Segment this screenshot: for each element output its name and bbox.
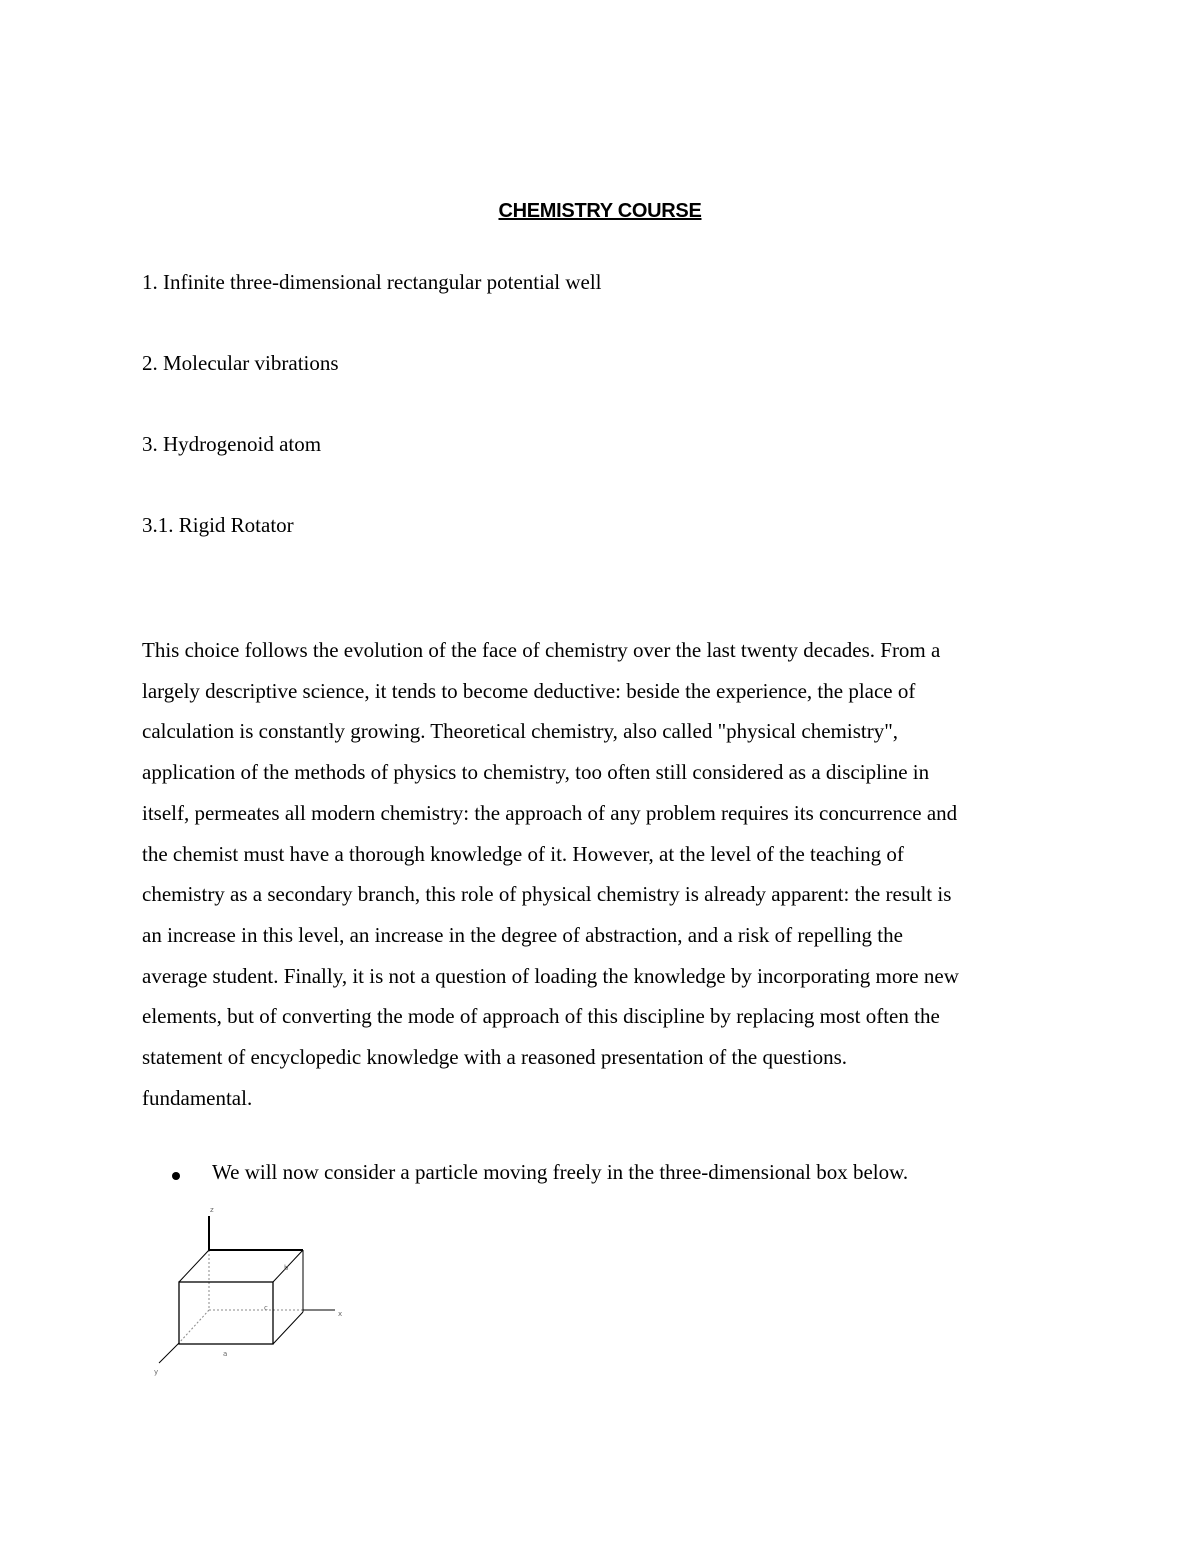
bullet-icon — [172, 1172, 180, 1180]
paragraph-line: chemistry as a secondary branch, this role of physical chemistry is already apparent: the result is — [142, 882, 952, 907]
toc-item-2: 2. Molecular vibrations — [142, 351, 339, 375]
z-axis-label: z — [210, 1206, 214, 1214]
paragraph-line: largely descriptive science, it tends to become deductive: beside the experience, the place of — [142, 678, 916, 703]
paragraph-line: statement of encyclopedic knowledge with a reasoned presentation of the questions. — [142, 1045, 848, 1070]
paragraph-line: average student. Finally, it is not a question of loading the knowledge by incorporating more new — [142, 963, 959, 988]
hidden-edge — [179, 1310, 209, 1343]
paragraph-line: itself, permeates all modern chemistry: the approach of any problem requires its concurrence and — [142, 800, 958, 825]
bullet-text: We will now consider a particle moving freely in the three-dimensional box below. — [212, 1160, 909, 1184]
toc-item-3-1: 3.1. Rigid Rotator — [142, 513, 294, 537]
toc-item-1: 1. Infinite three-dimensional rectangular potential well — [142, 270, 602, 294]
paragraph-line: the chemist must have a thorough knowledge of it. However, at the level of the teaching of — [142, 841, 904, 866]
y-axis-label: y — [154, 1368, 159, 1376]
paragraph-line: This choice follows the evolution of the face of chemistry over the last twenty decades. From a — [142, 638, 941, 662]
paragraph-line: fundamental. — [142, 1085, 253, 1110]
y-axis — [159, 1343, 179, 1363]
bottom-right-edge — [273, 1312, 303, 1344]
intro-paragraph — [142, 630, 1067, 1118]
edge-c-label: c — [264, 1304, 268, 1312]
paragraph-line: an increase in this level, an increase in the degree of abstraction, and a risk of repelling the — [142, 922, 903, 947]
paragraph-line: calculation is constantly growing. Theoretical chemistry, also called "physical chemistry", — [142, 719, 899, 744]
page-title: CHEMISTRY COURSE — [498, 200, 702, 222]
edge-b-label: b — [284, 1264, 289, 1272]
box-diagram — [145, 1198, 360, 1383]
top-left-edge — [179, 1250, 209, 1282]
paragraph-line: application of the methods of physics to chemistry, too often still considered as a discipline in — [142, 760, 930, 785]
toc-item-3: 3. Hydrogenoid atom — [142, 432, 322, 456]
edge-a-label: a — [223, 1350, 228, 1358]
paragraph-line: elements, but of converting the mode of approach of this discipline by replacing most often the — [142, 1004, 940, 1029]
x-axis-label: x — [338, 1310, 343, 1318]
front-face — [179, 1282, 273, 1344]
